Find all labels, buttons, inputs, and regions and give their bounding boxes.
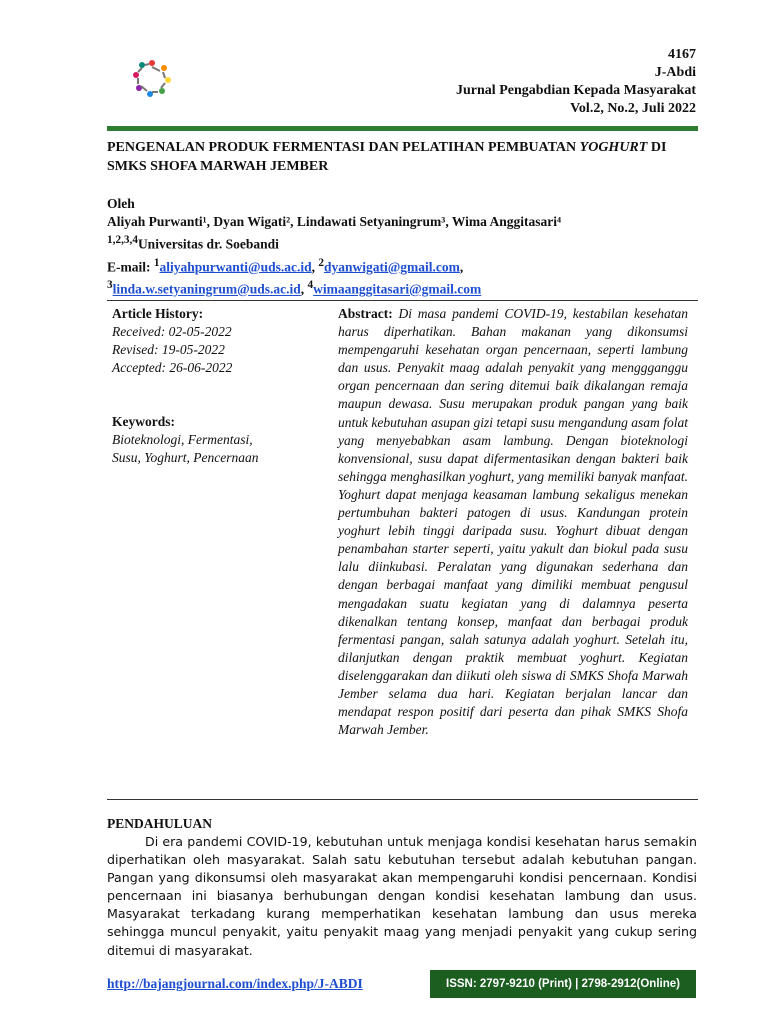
abstract-label: Abstract: bbox=[338, 306, 393, 321]
email-link-3[interactable]: linda.w.setyaningrum@uds.ac.id bbox=[112, 281, 301, 297]
email1-sup: 1 bbox=[153, 256, 160, 269]
affiliation bbox=[107, 231, 697, 254]
author-names: Aliyah Purwanti¹, Dyan Wigati², Lindawati Setyaningrum³, Wima Anggitasari⁴ bbox=[107, 214, 562, 229]
title-italic: YOGHURT bbox=[579, 140, 648, 155]
author-block bbox=[107, 195, 697, 299]
journal-logo bbox=[132, 58, 172, 98]
article-history-heading: Article History: bbox=[112, 306, 204, 321]
intro-heading: PENDAHULUAN bbox=[107, 816, 213, 831]
keywords-line-2: Susu, Yoghurt, Pencernaan bbox=[112, 450, 259, 465]
people-circle-icon bbox=[133, 60, 171, 97]
intro-section bbox=[107, 815, 697, 960]
email4-sup: 4 bbox=[307, 279, 314, 291]
keywords-heading: Keywords: bbox=[112, 414, 175, 429]
email-link-1[interactable]: aliyahpurwanti@uds.ac.id bbox=[159, 259, 312, 274]
issn-badge: ISSN: 2797-9210 (Print) | 2798-2912(Online) bbox=[430, 970, 696, 998]
journal-short-name: J-Abdi bbox=[654, 65, 696, 80]
affiliation-sup: 1,2,3,4 bbox=[107, 234, 138, 246]
paper-title bbox=[107, 138, 697, 176]
email-line-1: E-mail: $^1$aliyahpurwanti@uds.ac.id, $^2$dyanwigati@gmail.com, bbox=[107, 256, 464, 274]
email-link-2[interactable]: dyanwigati@gmail.com bbox=[323, 259, 460, 274]
received-date: Received: 02-05-2022 bbox=[112, 324, 232, 339]
header-rule bbox=[107, 126, 698, 131]
email-label: E-mail: bbox=[107, 259, 154, 274]
abstract-top-rule bbox=[107, 300, 698, 301]
article-info bbox=[112, 305, 322, 467]
by-label: Oleh bbox=[107, 196, 135, 211]
journal-volume: Vol.2, No.2, Juli 2022 bbox=[570, 101, 696, 116]
journal-url-link[interactable]: http://bajangjournal.com/index.php/J-ABDI bbox=[107, 976, 363, 991]
page-number: 4167 bbox=[668, 47, 696, 62]
title-part-1: PENGENALAN PRODUK FERMENTASI DAN PELATIHAN PEMBUATAN bbox=[107, 140, 580, 155]
keywords-line-1: Bioteknologi, Fermentasi, bbox=[112, 432, 253, 447]
email-link-4[interactable]: wimaanggitasari@gmail.com bbox=[313, 281, 482, 297]
revised-date: Revised: 19-05-2022 bbox=[112, 342, 225, 357]
journal-header bbox=[456, 46, 696, 118]
title-line-2: SMKS SHOFA MARWAH JEMBER bbox=[107, 159, 329, 174]
abstract-text: Di masa pandemi COVID-19, kestabilan kesehatan harus diperhatikan. Bahan makanan yang dikonsumsi mempengaruhi kesehatan organ pencernaan, seperti lambung dan usus. Penyakit maag adalah penyakit yang menggganggu organ pencernaan dan sering ditemui baik dikalangan remaja maupun dewasa. Susu merupakan produk pangan yang baik untuk kebutuhan asupan gizi tetapi susu mengandung asam folat yang menyebabkan asam lambung. Dengan bioteknologi konvensional, susu dapat difermentasikan dengan bakteri baik sehingga menghasilkan yoghurt, yang memiliki banyak manfaat. Yoghurt dapat menjaga keasaman lambung sekaligus menekan pertumbuhan bakteri patogen di usus. Kandungan protein yoghurt lebih tinggi daripada susu. Yoghurt dibuat dengan penambahan starter seperti, yaitu yakult dan biokul pada susu lalu diinkubasi. Peralatan yang digunakan sederhana dan dengan berbagai manfaat yang dimiliki membuat pengusul mengadakan suatu kegiatan yang di dalamnya peserta dikenalkan tentang konsep, manfaat dan berbagai produk fermentasi pangan, salah satunya adalah yoghurt. Setelah itu, dilanjutkan dengan praktik membuat yoghurt. Kegiatan diselenggarakan dan diikuti oleh siswa di SMKS Shofa Marwah Jember selama dua hari. Kegiatan berjalan lancar dan mendapat respon positif dari peserta dan pihak SMKS Shofa Marwah Jember. bbox=[338, 306, 688, 738]
abstract-bottom-rule bbox=[107, 799, 698, 800]
email2-sup: 2 bbox=[318, 256, 324, 269]
journal-full-name: Jurnal Pengabdian Kepada Masyarakat bbox=[456, 83, 696, 98]
title-part-2: DI bbox=[647, 140, 667, 155]
accepted-date: Accepted: 26-06-2022 bbox=[112, 360, 233, 375]
abstract bbox=[338, 305, 688, 739]
email-line-2: $^3$linda.w.setyaningrum@uds.ac.id, $^4$wimaanggitasari@gmail.com bbox=[107, 279, 482, 297]
affiliation-name: Universitas dr. Soebandi bbox=[137, 236, 279, 252]
email3-sup: 3 bbox=[107, 279, 113, 291]
intro-paragraph: Di era pandemi COVID-19, kebutuhan untuk menjaga kondisi kesehatan harus semakin diperhatikan oleh masyarakat. Salah satu kebutuhan tersebut adalah kebutuhan pangan. Pangan yang dikonsumsi oleh masyarakat akan mempengaruhi kondisi pencernaan. Kondisi pencernaan ini biasanya berhubungan dengan kondisi kesehatan lambung dan usus. Masyarakat terkadang kurang memperhatikan kesehatan lambung dan usus mereka sehingga muncul penyakit, yaitu penyakit maag yang menjadi penyakit yang cukup sering ditemui di masyarakat. bbox=[107, 834, 697, 958]
